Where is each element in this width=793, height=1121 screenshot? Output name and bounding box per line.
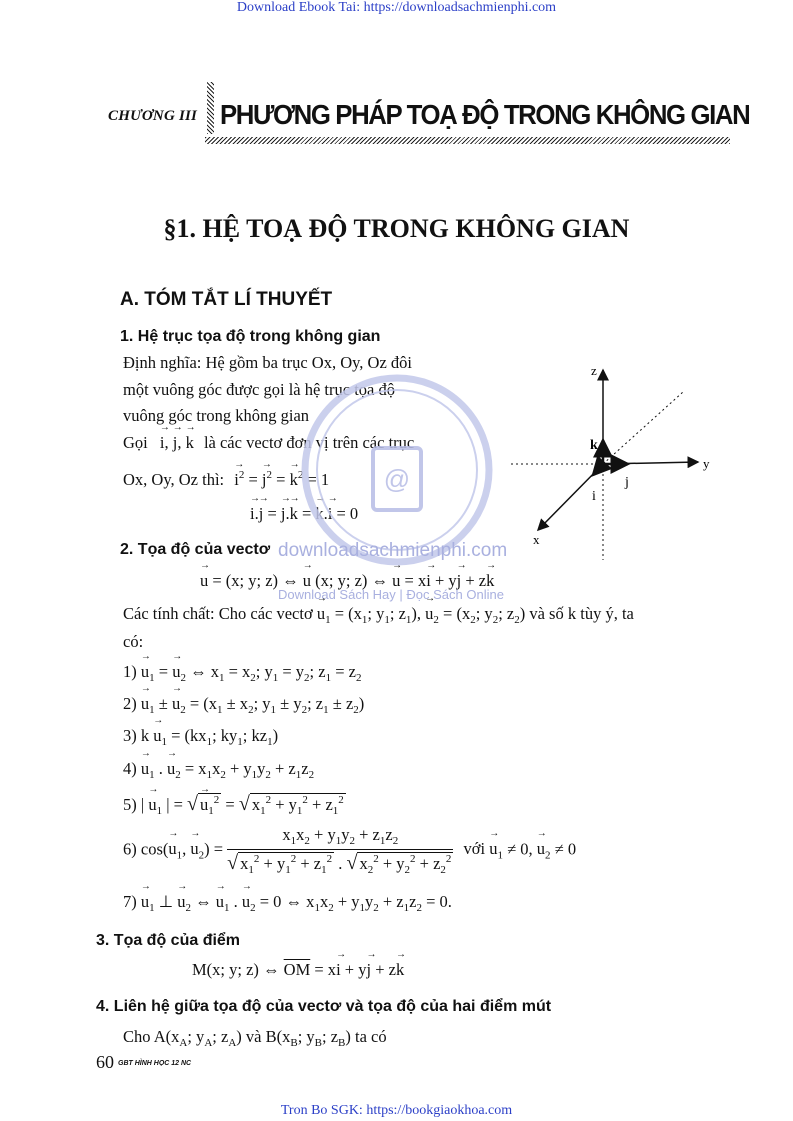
property-6: 6) $\cos(\to u_1$, → $u_2$) = $\frac{x_1x_2 + y_1y_2 + z_1z_2}{√ x_1^2 + y_1^2 + z_1^2 . √ x_2^2 + y_2^2 + z_2^2}$ với → $u_1 \ne 0$, → $u_2 \ne 0$ xyxy=(123,825,576,876)
chapter-label: CHƯƠNG III xyxy=(108,108,198,124)
property-3: 3) $k \to u_1 = (kx_1$; $ky_1$; $kz_1$) xyxy=(123,726,278,748)
textbook-link[interactable]: Tron Bo SGK: https://bookgiaokhoa.com xyxy=(280,1103,513,1118)
goi-text: Gọi xyxy=(123,433,148,452)
goi-rest-text: là các vectơ đơn vị trên các trục xyxy=(203,433,415,452)
heading-2: 2. Tọa độ của vectơ xyxy=(120,541,271,558)
unit-vectors-line: Gọi → i, → j, → k là các vectơ đơn vị trên các trục xyxy=(123,433,414,453)
axis-label-x: x xyxy=(533,532,540,547)
vector-label-k: k xyxy=(590,438,598,453)
endpoints-text: Cho A(x xyxy=(123,1027,180,1046)
chapter-border-vertical xyxy=(207,82,214,134)
heading-1: 1. Hệ trục tọa độ trong không gian xyxy=(120,328,381,345)
definition-line-2: một vuông góc được gọi là hệ trục tọa độ xyxy=(123,380,395,399)
properties-text-a: Các tính chất: Cho các vectơ xyxy=(123,604,313,623)
page-number: 60 xyxy=(96,1052,114,1072)
axis-label-z: z xyxy=(591,363,597,378)
svg-text:@: @ xyxy=(383,464,411,494)
ox-oy-oz-line: Ox, Oy, Oz thì: → $i^2$ = → $j^2$ = → $k^2 = 1$ xyxy=(123,469,329,490)
watermark-site: downloadsachmienphi.com xyxy=(278,540,508,561)
book-source: GBT HÌNH HỌC 12 NC xyxy=(118,1060,192,1067)
endpoints-tail: ta có xyxy=(355,1027,387,1046)
property-5: 5) | → $u_1$ | = √ → $u_1^2$ = √ $x_1^2 + y_1^2 + z_1^2$ xyxy=(123,793,346,817)
property-7: $7) \to u_1$ ⊥ → $u_2$ ⇔ → $u_1$ . → $u_2 = 0$ ⇔ $x_1x_2 + y_1y_2 + z_1z_2 = 0$. xyxy=(123,892,452,914)
properties-text-b: và số k tùy ý, ta xyxy=(529,604,634,623)
properties-text-c: có: xyxy=(123,632,144,651)
condition-text: với xyxy=(463,839,486,859)
download-link[interactable]: Download Ebook Tai: https://downloadsachmienphi.com xyxy=(236,0,557,15)
section-title: §1. HỆ TOẠ ĐỘ TRONG KHÔNG GIAN xyxy=(163,214,630,243)
definition-line-3: vuông góc trong không gian xyxy=(123,406,310,425)
axis-label-y: y xyxy=(703,456,710,471)
chapter-title: PHƯƠNG PHÁP TOẠ ĐỘ TRONG KHÔNG GIAN xyxy=(220,99,750,130)
endpoints-line: Cho $A(x_A$; $y_A$; $z_A$) và $B(x_B$; $y_B$; $z_B$) ta có xyxy=(123,1027,387,1049)
part-a-title: A. TÓM TẮT LÍ THUYẾT xyxy=(120,289,333,310)
property-2: $2) \to u_1$ ± → $u_2 = (x_1 \pm x_2$; $y_1 \pm y_2$; $z_1 \pm z_2$) xyxy=(123,694,364,716)
property-1: $1) \to u_1$ = → $u_2$ ⇔ $x_1 = x_2$; $y_1 = y_2$; $z_1 = z_2$ xyxy=(123,662,361,684)
endpoints-sep: ; y xyxy=(187,1027,205,1046)
ox-text: Ox, Oy, Oz thì: xyxy=(123,470,225,489)
properties-intro: Các tính chất: Cho các vectơ → $u_1 = (x_1$; $y_1$; $z_1$), → $u_2 = (x_2$; $y_2$; $z_2$) và số k tùy ý, ta xyxy=(123,604,634,626)
vector-label-i: i xyxy=(592,489,596,504)
heading-3: 3. Tọa độ của điểm xyxy=(96,932,241,949)
heading-4: 4. Liên hệ giữa tọa độ của vectơ và tọa độ của hai điểm mút xyxy=(96,998,552,1015)
property-4: $4) \to u_1$ . → $u_2 = x_1x_2 + y_1y_2 + z_1z_2$ xyxy=(123,759,314,781)
definition-line-1: Định nghĩa: Hệ gồm ba trục Ox, Oy, Oz đôi xyxy=(123,353,412,372)
point-coordinate-formula: M(x; y; z) ⇔ $\overline{OM} = x\to i + y\to j + z\to k$ xyxy=(192,960,404,980)
dot-product-zero-formula: → i.→ j = → j.→ k = → k.→ i = 0 xyxy=(250,504,358,524)
watermark-tagline: Download Sách Hay | Đọc Sách Online xyxy=(278,587,504,602)
vector-coordinate-formula: → u = (x; y; z) ⇔ → u (x; y; z) ⇔ → u = x→ i + y→ j + z→ k xyxy=(200,571,494,591)
chapter-border-horizontal xyxy=(205,137,730,144)
vector-label-j: j xyxy=(625,475,629,490)
